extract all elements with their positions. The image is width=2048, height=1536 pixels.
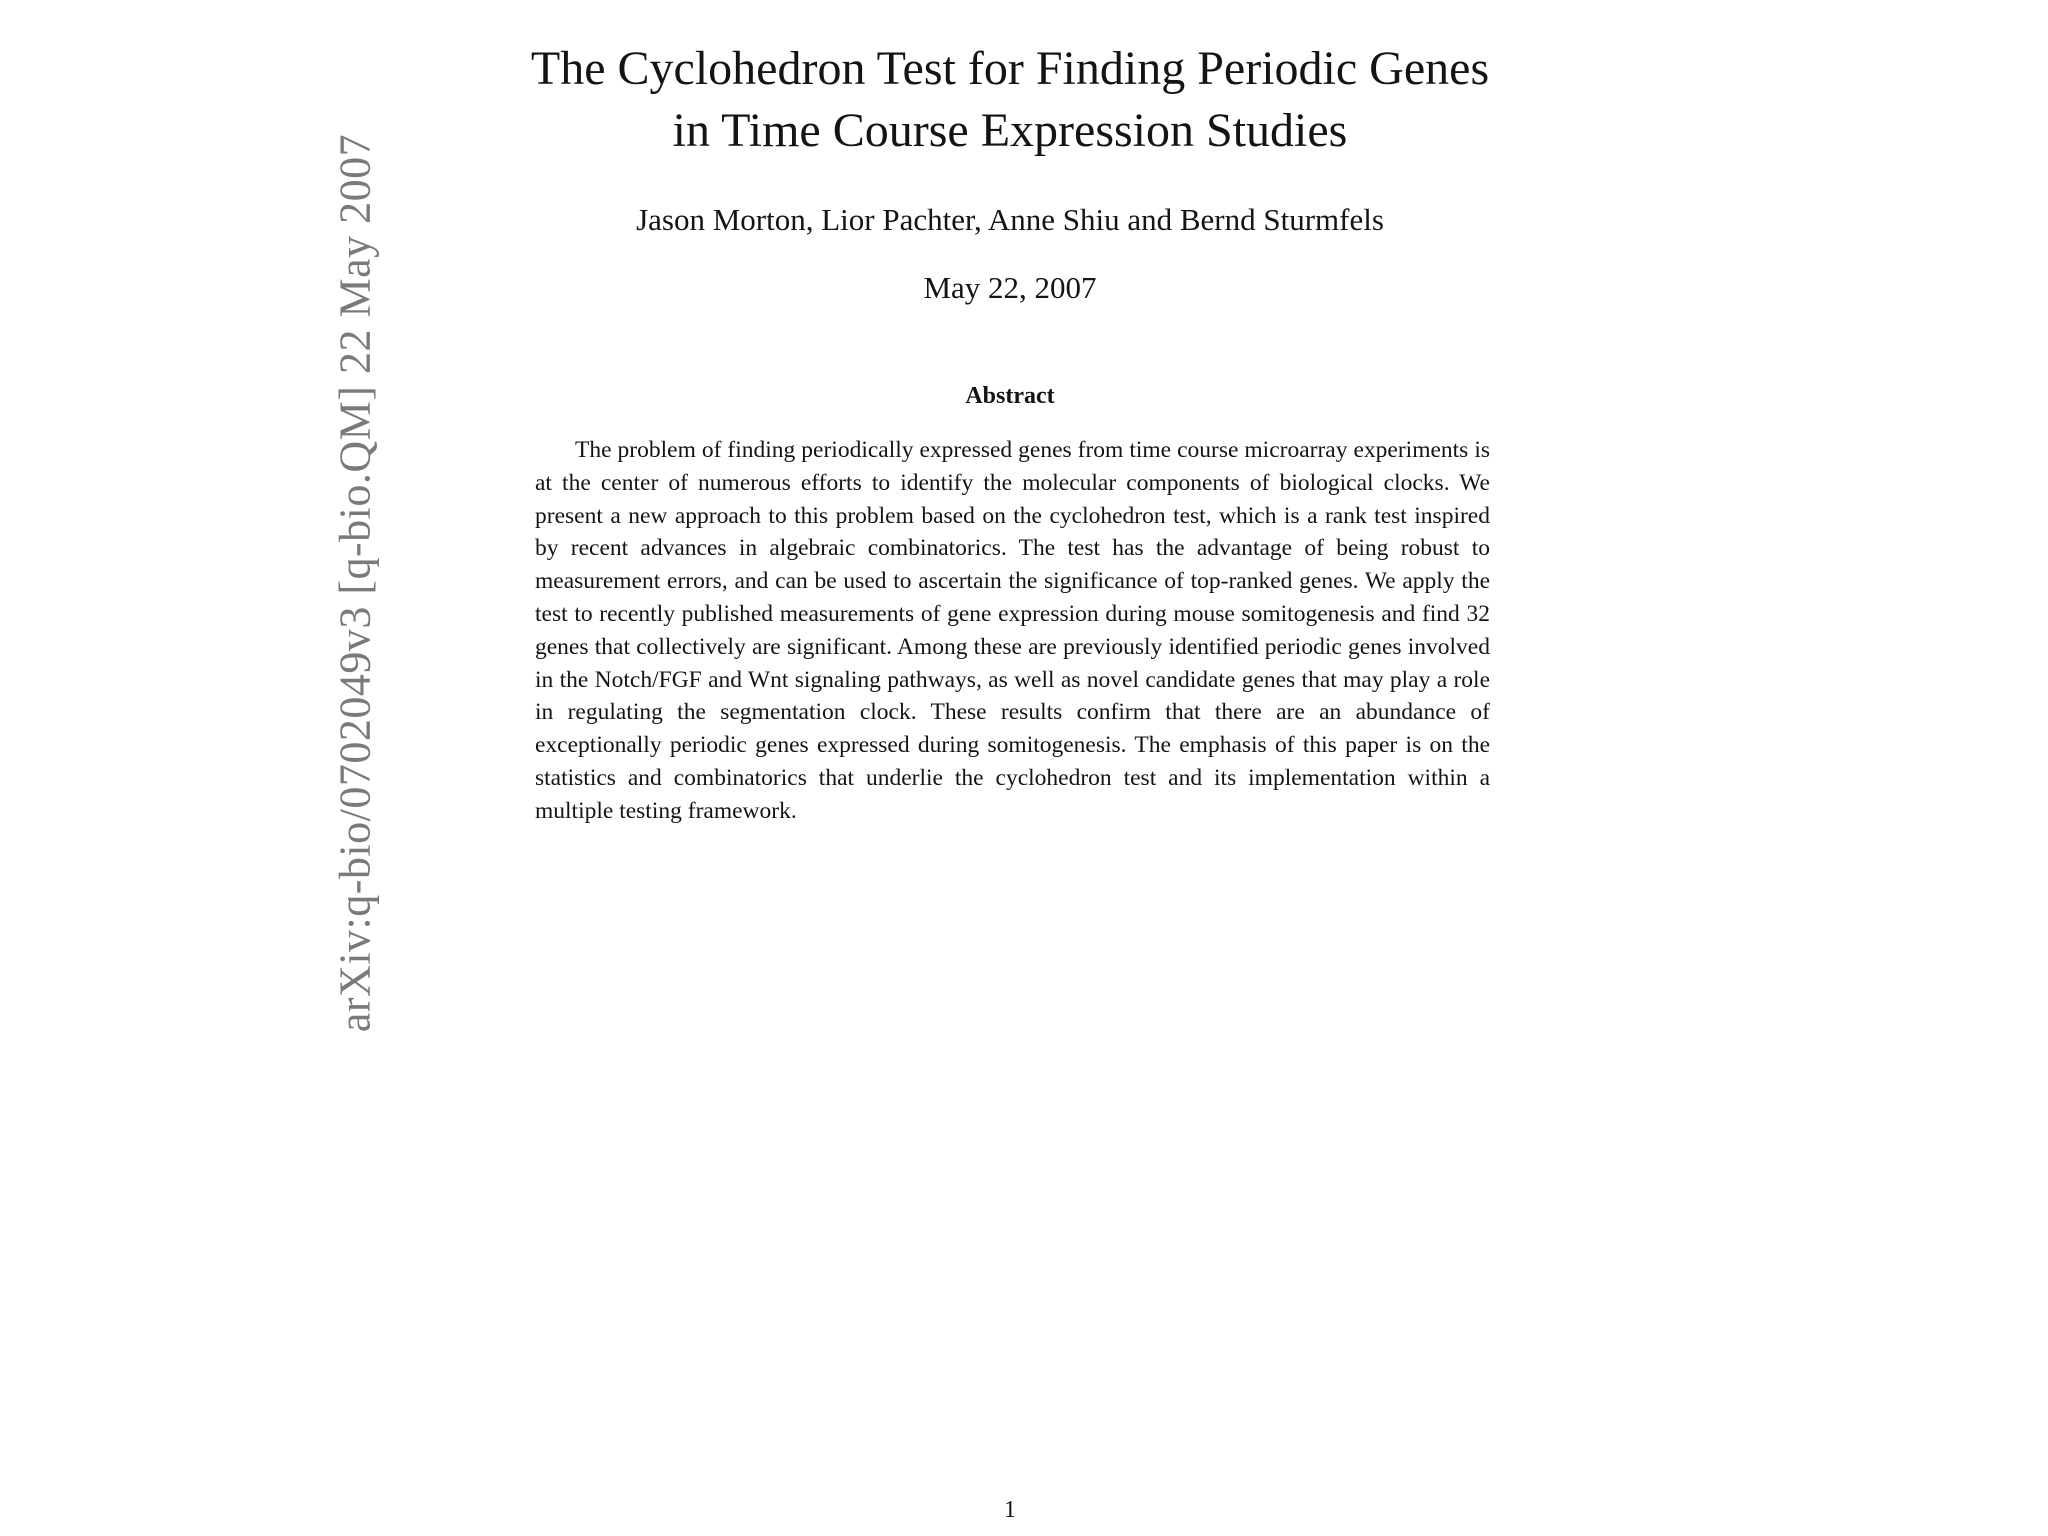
title-block (480, 38, 1540, 162)
abstract-text: The problem of finding periodically expressed genes from time course microarray experiments is at the center of numerous efforts to identify the molecular components of biological clocks. We present a new approach to this problem based on the cyclohedron test, which is a rank test inspired by recent advances in algebraic combinatorics. The test has the advantage of being robust to measurement errors, and can be used to ascertain the significance of top-ranked genes. We apply the test to recently published measurements of gene expression during mouse somitogenesis and find 32 genes that collectively are significant. Among these are previously identified periodic genes involved in the Notch/FGF and Wnt signaling pathways, as well as novel candidate genes that may play a role in regulating the segmentation clock. These results confirm that there are an abundance of exceptionally periodic genes expressed during somitogenesis. The emphasis of this paper is on the statistics and combinatorics that underlie the cyclohedron test and its implementation within a multiple testing framework. (535, 437, 1490, 824)
author-list: Jason Morton, Lior Pachter, Anne Shiu and Bernd Sturmfels (636, 202, 1384, 237)
page-number: 1 (1004, 1497, 1016, 1523)
paper-title-line-1: The Cyclohedron Test for Finding Periodic Genes (530, 42, 1490, 95)
publication-date: May 22, 2007 (923, 270, 1097, 305)
abstract-heading: Abstract (965, 383, 1055, 409)
paper-title-line-2: in Time Course Expression Studies (672, 104, 1348, 157)
paper-title (480, 38, 1540, 162)
arxiv-identifier-stamp: arXiv:q-bio/0702049v3 [q-bio.QM] 22 May 2007 (330, 133, 380, 1033)
